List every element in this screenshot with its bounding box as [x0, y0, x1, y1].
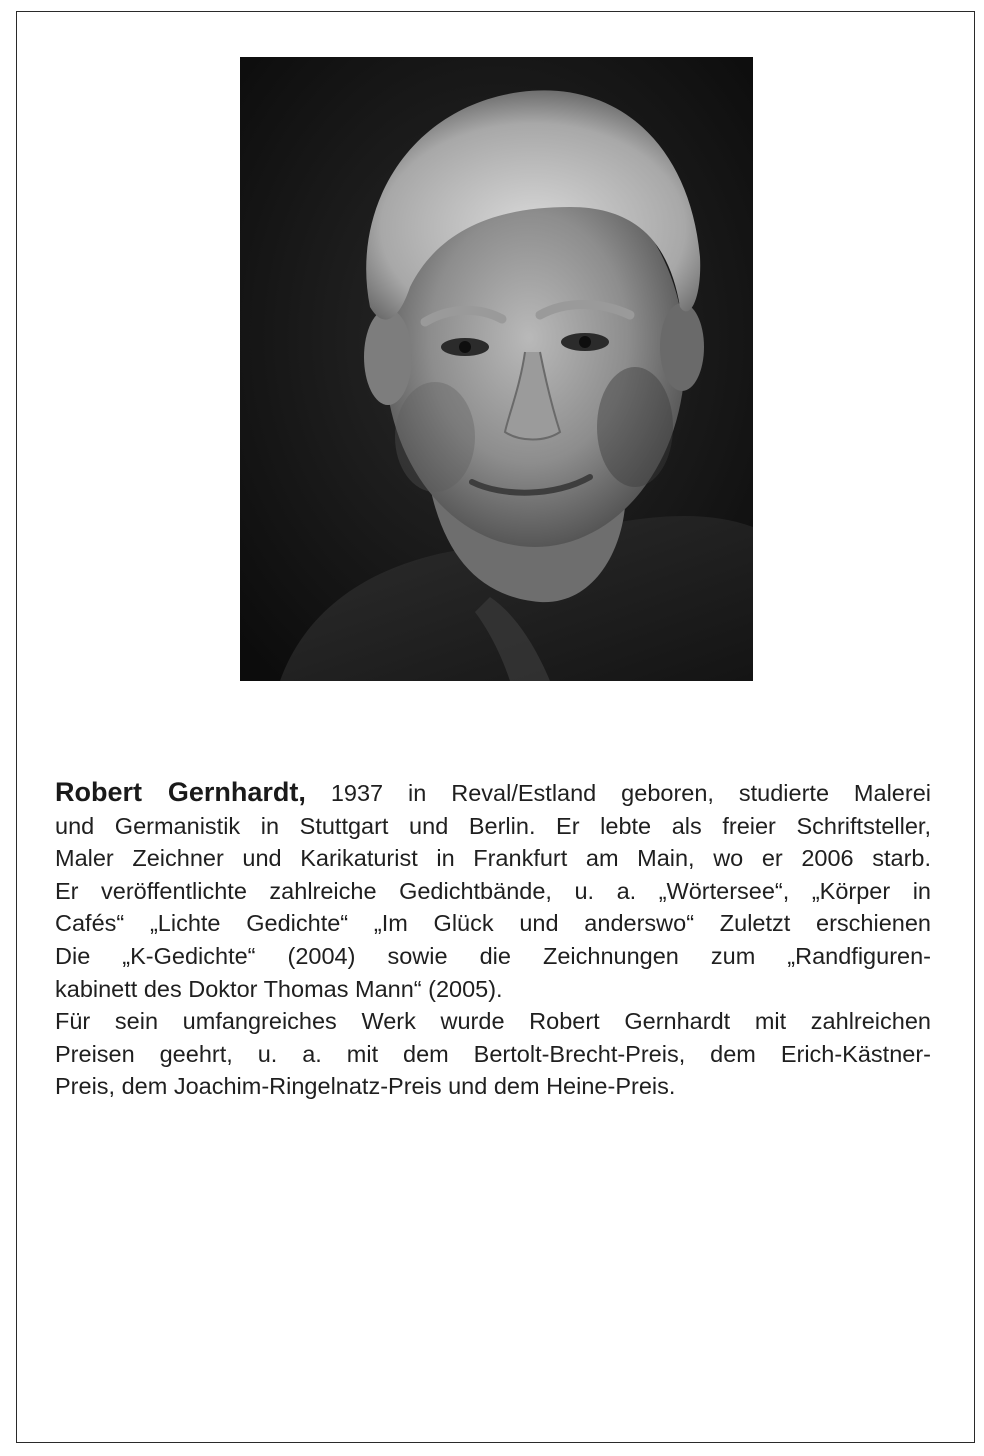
- bio-line-1-text: 1937 in Reval/Estland geboren, studierte Malerei: [305, 780, 931, 806]
- bio-line-5: Cafés“ „Lichte Gedichte“ „Im Glück und anderswo“ Zuletzt erschienen: [55, 910, 931, 937]
- bio-line-7: kabinett des Doktor Thomas Mann“ (2005).: [55, 975, 503, 1002]
- bio-line-10: Preis, dem Joachim-Ringelnatz-Preis und dem Heine-Preis.: [55, 1073, 676, 1100]
- bio-line-9: Preisen geehrt, u. a. mit dem Bertolt-Brecht-Preis, dem Erich-Kästner-: [55, 1040, 931, 1067]
- portrait-photo: [240, 57, 753, 681]
- bio-line-3: Maler Zeichner und Karikaturist in Frankfurt am Main, wo er 2006 starb.: [55, 845, 931, 872]
- bio-line-4: Er veröffentlichte zahlreiche Gedichtbände, u. a. „Wörtersee“, „Körper in: [55, 877, 931, 904]
- bio-line-8: Für sein umfangreiches Werk wurde Robert Gernhardt mit zahlreichen: [55, 1008, 931, 1035]
- bio-line-2: und Germanistik in Stuttgart und Berlin. Er lebte als freier Schriftsteller,: [55, 812, 931, 839]
- author-name: Robert Gernhardt,: [55, 777, 306, 807]
- bio-line-6: Die „K-Gedichte“ (2004) sowie die Zeichnungen zum „Randfiguren-: [55, 942, 931, 969]
- bio-line-1: [55, 776, 931, 810]
- biography-text: [55, 776, 931, 1103]
